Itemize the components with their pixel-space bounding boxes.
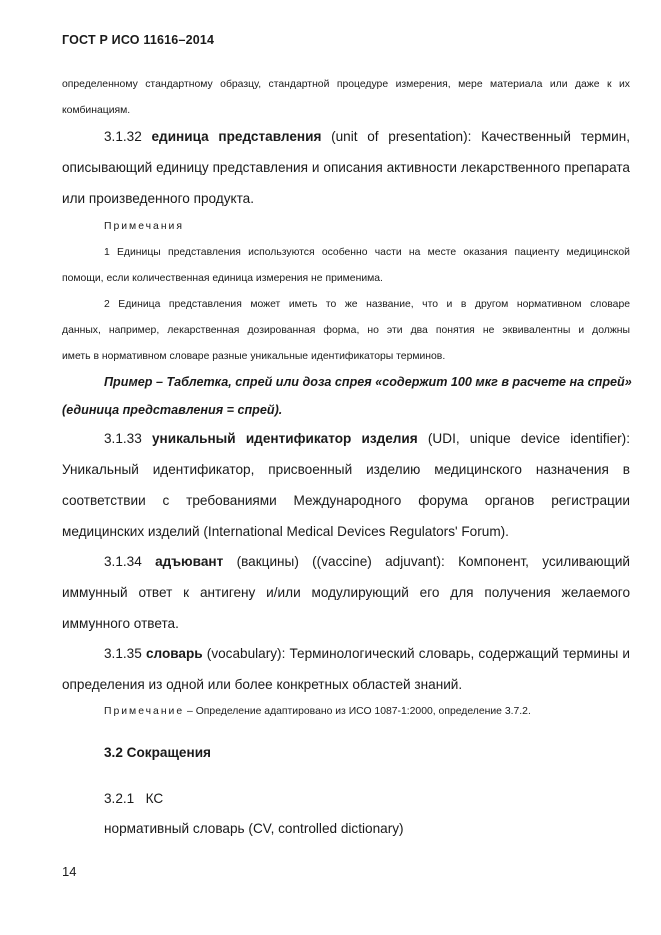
text-line: соответствии с требованиями Международного форума органов регистрации [62,493,630,508]
text-line: описывающий единицу представления и описания активности лекарственного препарата [62,160,630,175]
term-name: адъювант [155,554,224,569]
term-name: уникальный идентификатор изделия [151,431,418,446]
abbreviation-code: КС [145,791,164,806]
text-line: или произведенного продукта. [62,191,255,206]
term-number: 3.1.33 [104,431,142,446]
page-number: 14 [62,864,77,879]
text-line: иммунного ответа. [62,616,179,631]
example-line: Пример – Таблетка, спрей или доза спрея «содержит 100 мкг в расчете на спрей» [104,375,632,389]
term-text: (vocabulary): Терминологический словарь, содержащий термины и [206,646,630,661]
term-text: (UDI, unique device identifier): [427,431,630,446]
text-line: медицинских изделий (International Medical Devices Regulators' Forum). [62,524,509,539]
continuation-paragraph [62,72,630,124]
term-first-line [62,121,630,152]
note-1-line: 1 Единицы представления используются особенно части на месте оказания пациенту медицинской [104,247,630,258]
term-name: словарь [145,646,203,661]
text-line: Уникальный идентификатор, присвоенный изделию медицинского назначения в [62,462,630,477]
text-line: иммунный ответ к антигену и/или модулирующий его для получения желаемого [62,585,630,600]
note-1-line: помощи, если количественная единица измерения не применима. [62,273,383,284]
term-number: 3.1.35 [104,646,142,661]
term-number: 3.1.34 [104,554,142,569]
note-2-line: 2 Единица представления может иметь то же название, что и в другом нормативном словаре [104,299,630,310]
abbreviation-number: 3.2.1 [104,791,135,806]
note-2-line: данных, например, лекарственная дозированная форма, но эти два понятия не эквивалентны и должны [62,325,630,336]
term-3-1-33 [62,423,630,547]
term-text: (вакцины) ((vaccine) adjuvant): Компонент, усиливающий [236,554,631,569]
note-2-line: иметь в нормативном словаре разные уникальные идентификаторы терминов. [62,351,446,362]
term-first-line [62,423,630,454]
text-line: определенному стандартному образцу, стандартной процедуре измерения, мере материала или даже к их [62,79,630,90]
section-heading: 3.2 Сокращения [104,745,211,760]
text-line: комбинациям. [62,105,131,116]
text-line: определения из одной или более конкретных областей знаний. [62,677,463,692]
note-label: Примечание [104,706,185,717]
abbreviation-definition: нормативный словарь (CV, controlled dictionary) [104,821,404,836]
term-3-1-35 [62,638,630,700]
term-text: (unit of presentation): Качественный термин, [331,129,631,144]
example-line: (единица представления = спрей). [62,403,283,417]
note-line [62,699,630,725]
abbreviation-entry [104,791,163,806]
term-first-line [62,546,630,577]
term-first-line [62,638,630,669]
term-name: единица представления [151,129,322,144]
note-text: – Определение адаптировано из ИСО 1087-1:2000, определение 3.7.2. [187,706,531,717]
example-block [62,368,630,424]
notes-block [62,214,630,370]
notes-heading: Примечания [104,221,184,232]
term-3-1-32 [62,121,630,214]
term-3-1-34 [62,546,630,639]
note-adapted [62,699,630,725]
term-number: 3.1.32 [104,129,142,144]
document-header: ГОСТ Р ИСО 11616–2014 [62,33,215,47]
